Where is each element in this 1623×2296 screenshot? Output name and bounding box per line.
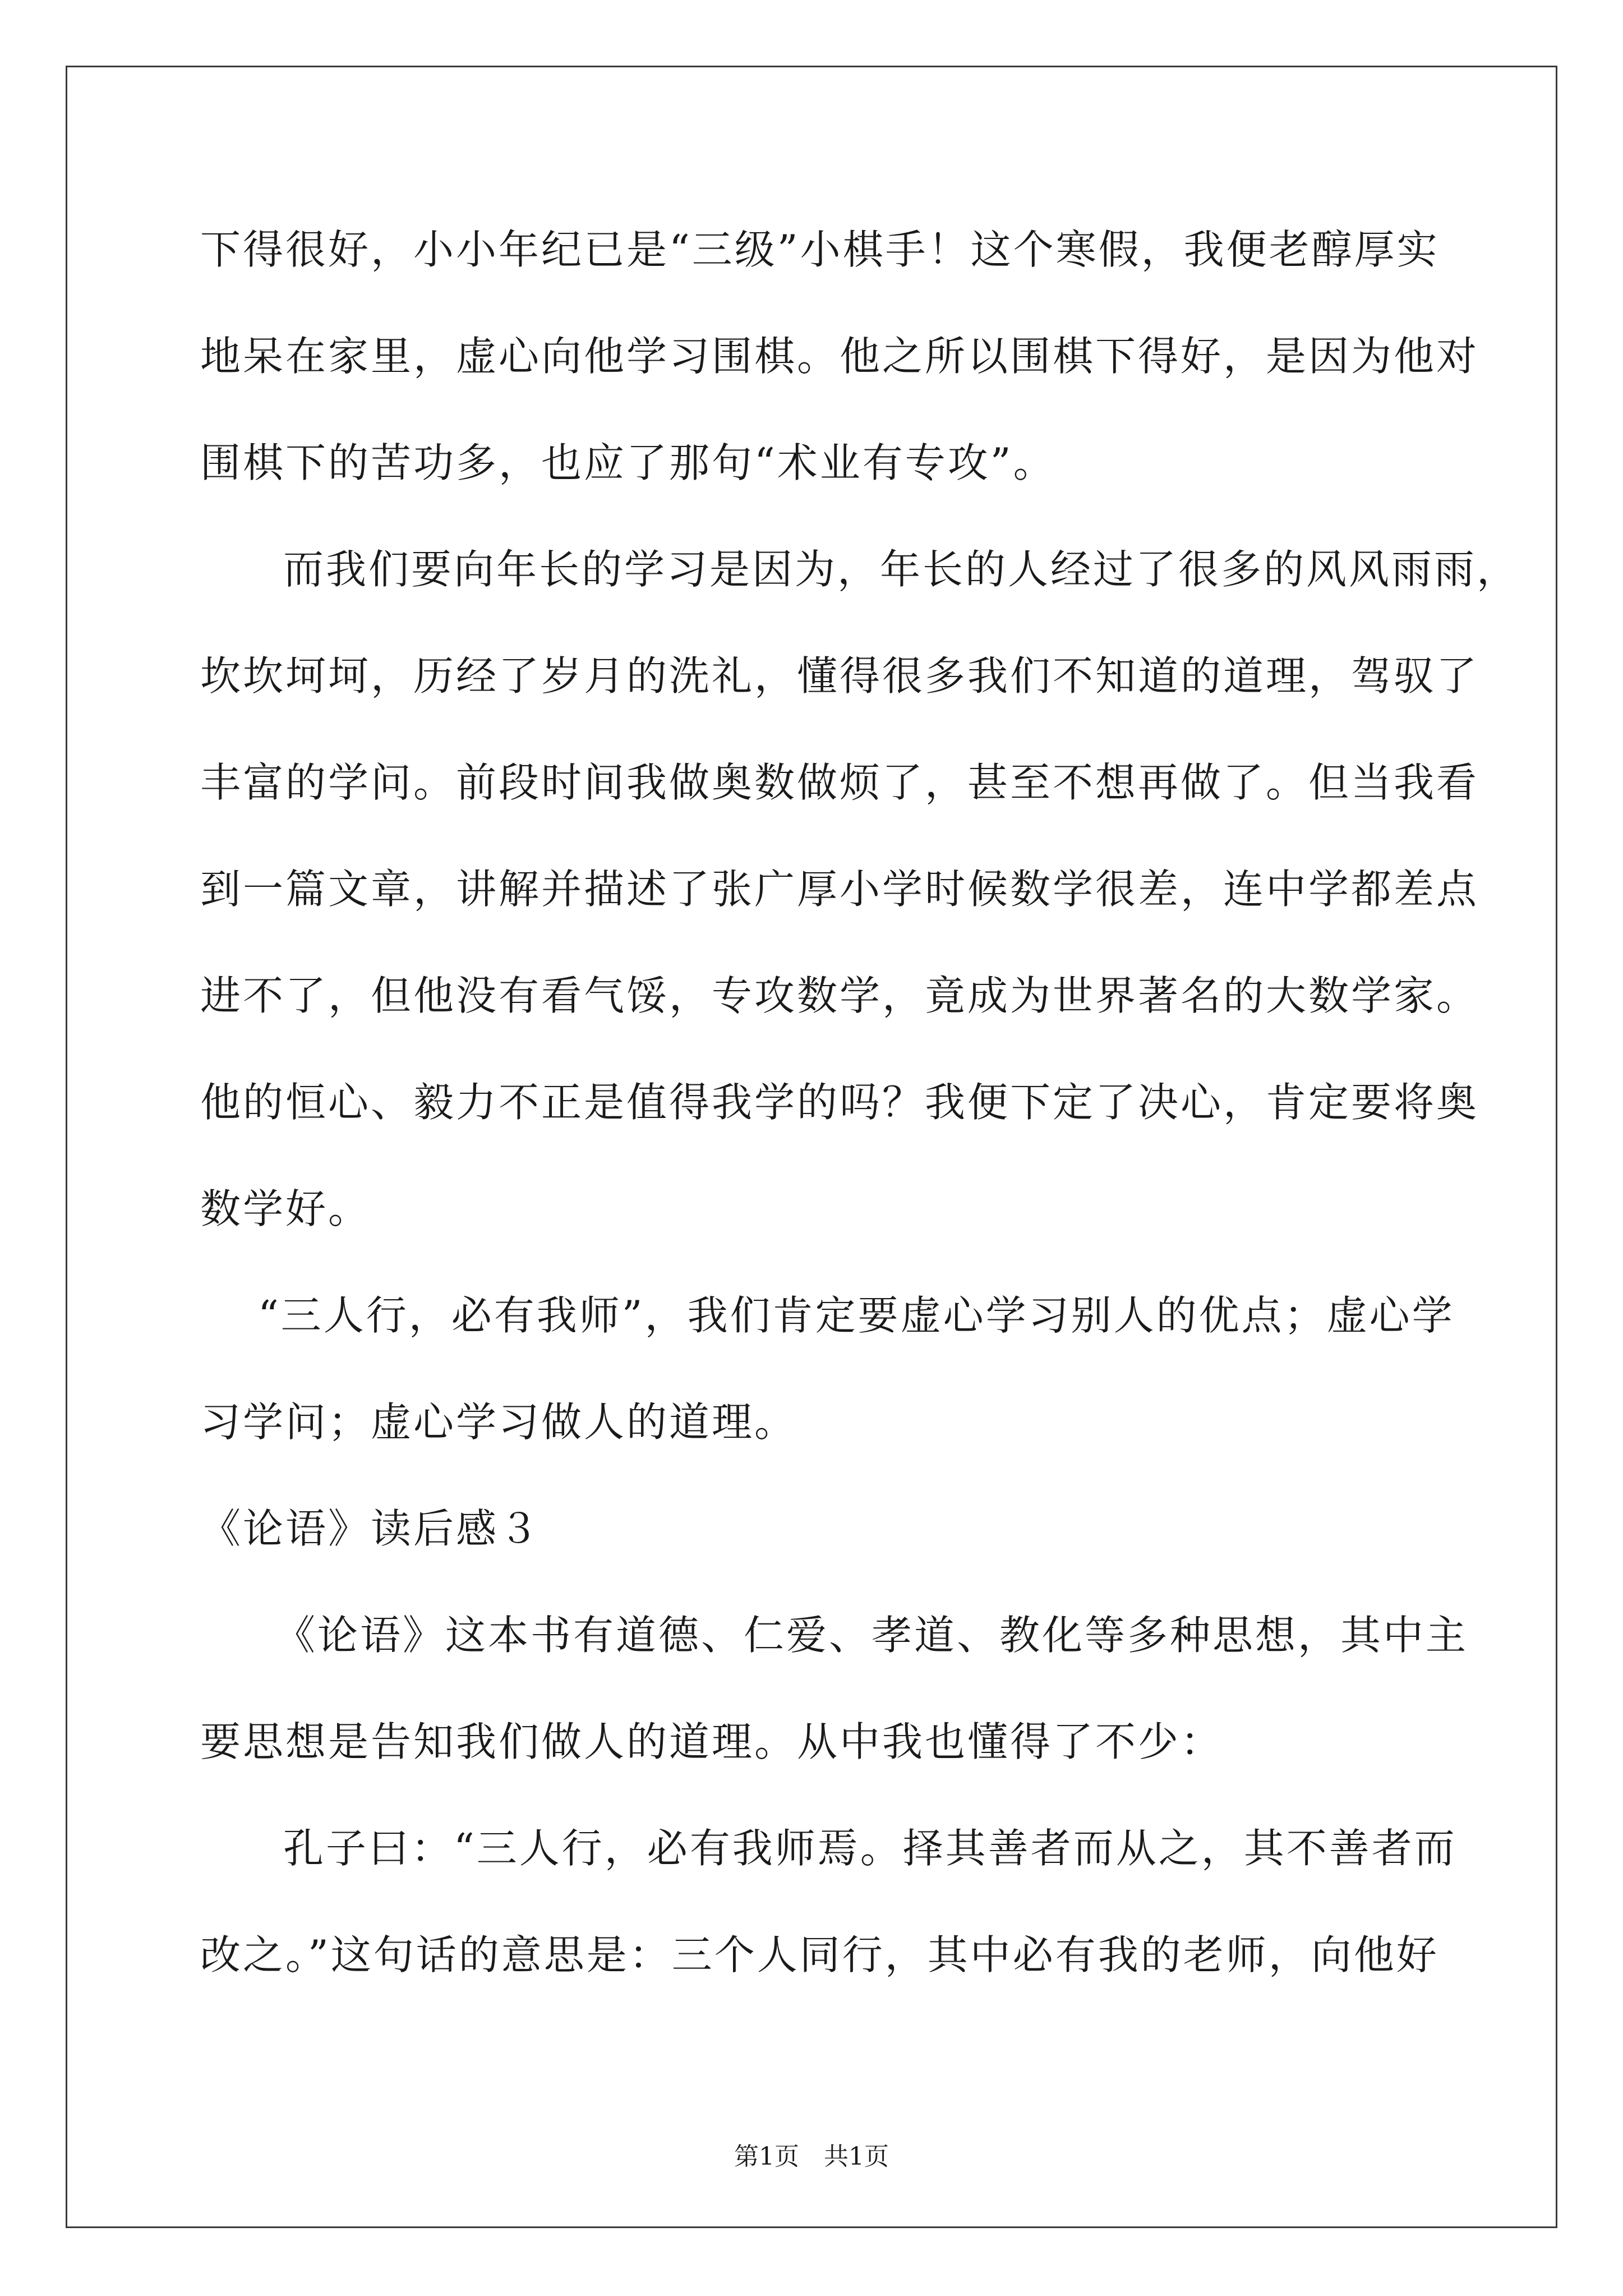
- text-line: 坎坎坷坷，历经了岁月的洗礼，懂得很多我们不知道的道理，驾驭了: [200, 652, 1479, 700]
- text-line: 他的恒心、毅力不正是值得我学的吗？我便下定了决心，肯定要将奥: [200, 1079, 1479, 1126]
- text-line: 围棋下的苦功多，也应了那句“术业有专攻”。: [200, 439, 1056, 486]
- page-border: [66, 66, 1557, 2228]
- text-line: 下得很好，小小年纪已是“三级”小棋手！这个寒假，我便老醇厚实: [200, 226, 1440, 273]
- text-line: 地呆在家里，虚心向他学习围棋。他之所以围棋下得好，是因为他对: [200, 333, 1479, 380]
- text-line: 改之。”这句话的意思是：三个人同行，其中必有我的老师，向他好: [200, 1931, 1439, 1978]
- text-line: 丰富的学问。前段时间我做奥数做烦了，甚至不想再做了。但当我看: [200, 759, 1479, 806]
- text-line: 习学问；虚心学习做人的道理。: [200, 1398, 797, 1446]
- paragraph-first-line: 而我们要向年长的学习是因为，年长的人经过了很多的风风雨雨，: [283, 546, 1520, 593]
- text-line: 数学好。: [200, 1185, 371, 1232]
- paragraph-first-line: 孔子曰：“三人行，必有我师焉。择其善者而从之，其不善者而: [283, 1825, 1457, 1872]
- page-number-footer: 第1页 共1页: [734, 2142, 889, 2171]
- section-heading: 《论语》读后感３: [200, 1505, 542, 1552]
- text-line: 要思想是告知我们做人的道理。从中我也懂得了不少：: [200, 1718, 1224, 1765]
- paragraph-first-line: “三人行，必有我师”，我们肯定要虚心学习别人的优点；虚心学: [258, 1292, 1455, 1339]
- paragraph-first-line: 《论语》这本书有道德、仁爱、孝道、教化等多种思想，其中主: [275, 1612, 1469, 1659]
- text-line: 进不了，但他没有看气馁，专攻数学，竟成为世界著名的大数学家。: [200, 972, 1479, 1019]
- text-line: 到一篇文章，讲解并描述了张广厚小学时候数学很差，连中学都差点: [200, 866, 1479, 913]
